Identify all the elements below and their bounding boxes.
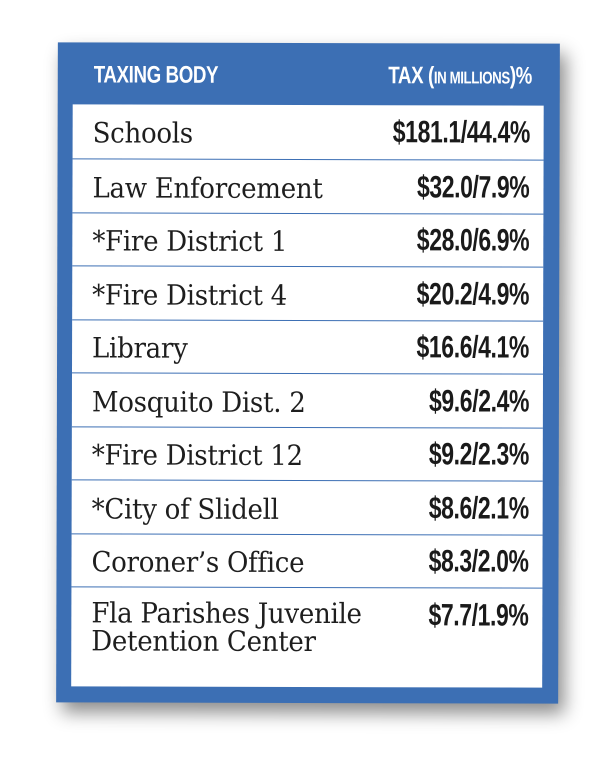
table-row xyxy=(72,481,543,535)
header-tax-label: TAX xyxy=(388,62,424,90)
table-row xyxy=(71,588,542,687)
table-row xyxy=(72,213,543,267)
table-row xyxy=(72,320,543,374)
table-header xyxy=(58,42,560,105)
header-in-millions: IN MILLIONS xyxy=(433,68,510,88)
row-name: *City of Slidell xyxy=(91,491,279,526)
table-row xyxy=(72,427,543,481)
tax-table-body xyxy=(71,104,544,687)
table-row xyxy=(71,534,542,588)
row-value: $181.1/44.4% xyxy=(392,114,530,150)
header-taxing-body: TAXING BODY xyxy=(93,61,219,89)
row-value: $20.2/4.9% xyxy=(416,275,530,312)
row-value: $8.6/2.1% xyxy=(428,489,529,526)
row-name: *Fire District 12 xyxy=(91,438,303,472)
row-value: $7.7/1.9% xyxy=(428,596,529,633)
row-value: $9.2/2.3% xyxy=(428,436,529,472)
row-name: *Fire District 4 xyxy=(92,277,288,312)
header-paren-close: )% xyxy=(509,62,532,90)
row-name: Fla Parishes Juvenile Detention Center xyxy=(91,595,362,658)
row-name: Schools xyxy=(92,116,193,150)
row-name: Coroner’s Office xyxy=(91,545,305,579)
header-tax xyxy=(388,62,532,90)
row-value: $16.6/4.1% xyxy=(416,329,530,365)
tax-table-card xyxy=(56,42,560,703)
row-name: *Fire District 1 xyxy=(92,224,288,258)
table-row xyxy=(72,267,543,321)
row-value: $28.0/6.9% xyxy=(416,222,530,258)
row-value: $8.3/2.0% xyxy=(428,543,529,579)
row-name: Library xyxy=(92,331,188,365)
table-row xyxy=(72,160,543,214)
table-row xyxy=(73,104,544,160)
table-row xyxy=(72,374,543,428)
header-paren-open: ( xyxy=(427,62,434,90)
row-value: $9.6/2.4% xyxy=(428,382,529,419)
row-name: Law Enforcement xyxy=(92,170,323,205)
row-value: $32.0/7.9% xyxy=(417,168,530,205)
row-name: Mosquito Dist. 2 xyxy=(91,384,306,419)
